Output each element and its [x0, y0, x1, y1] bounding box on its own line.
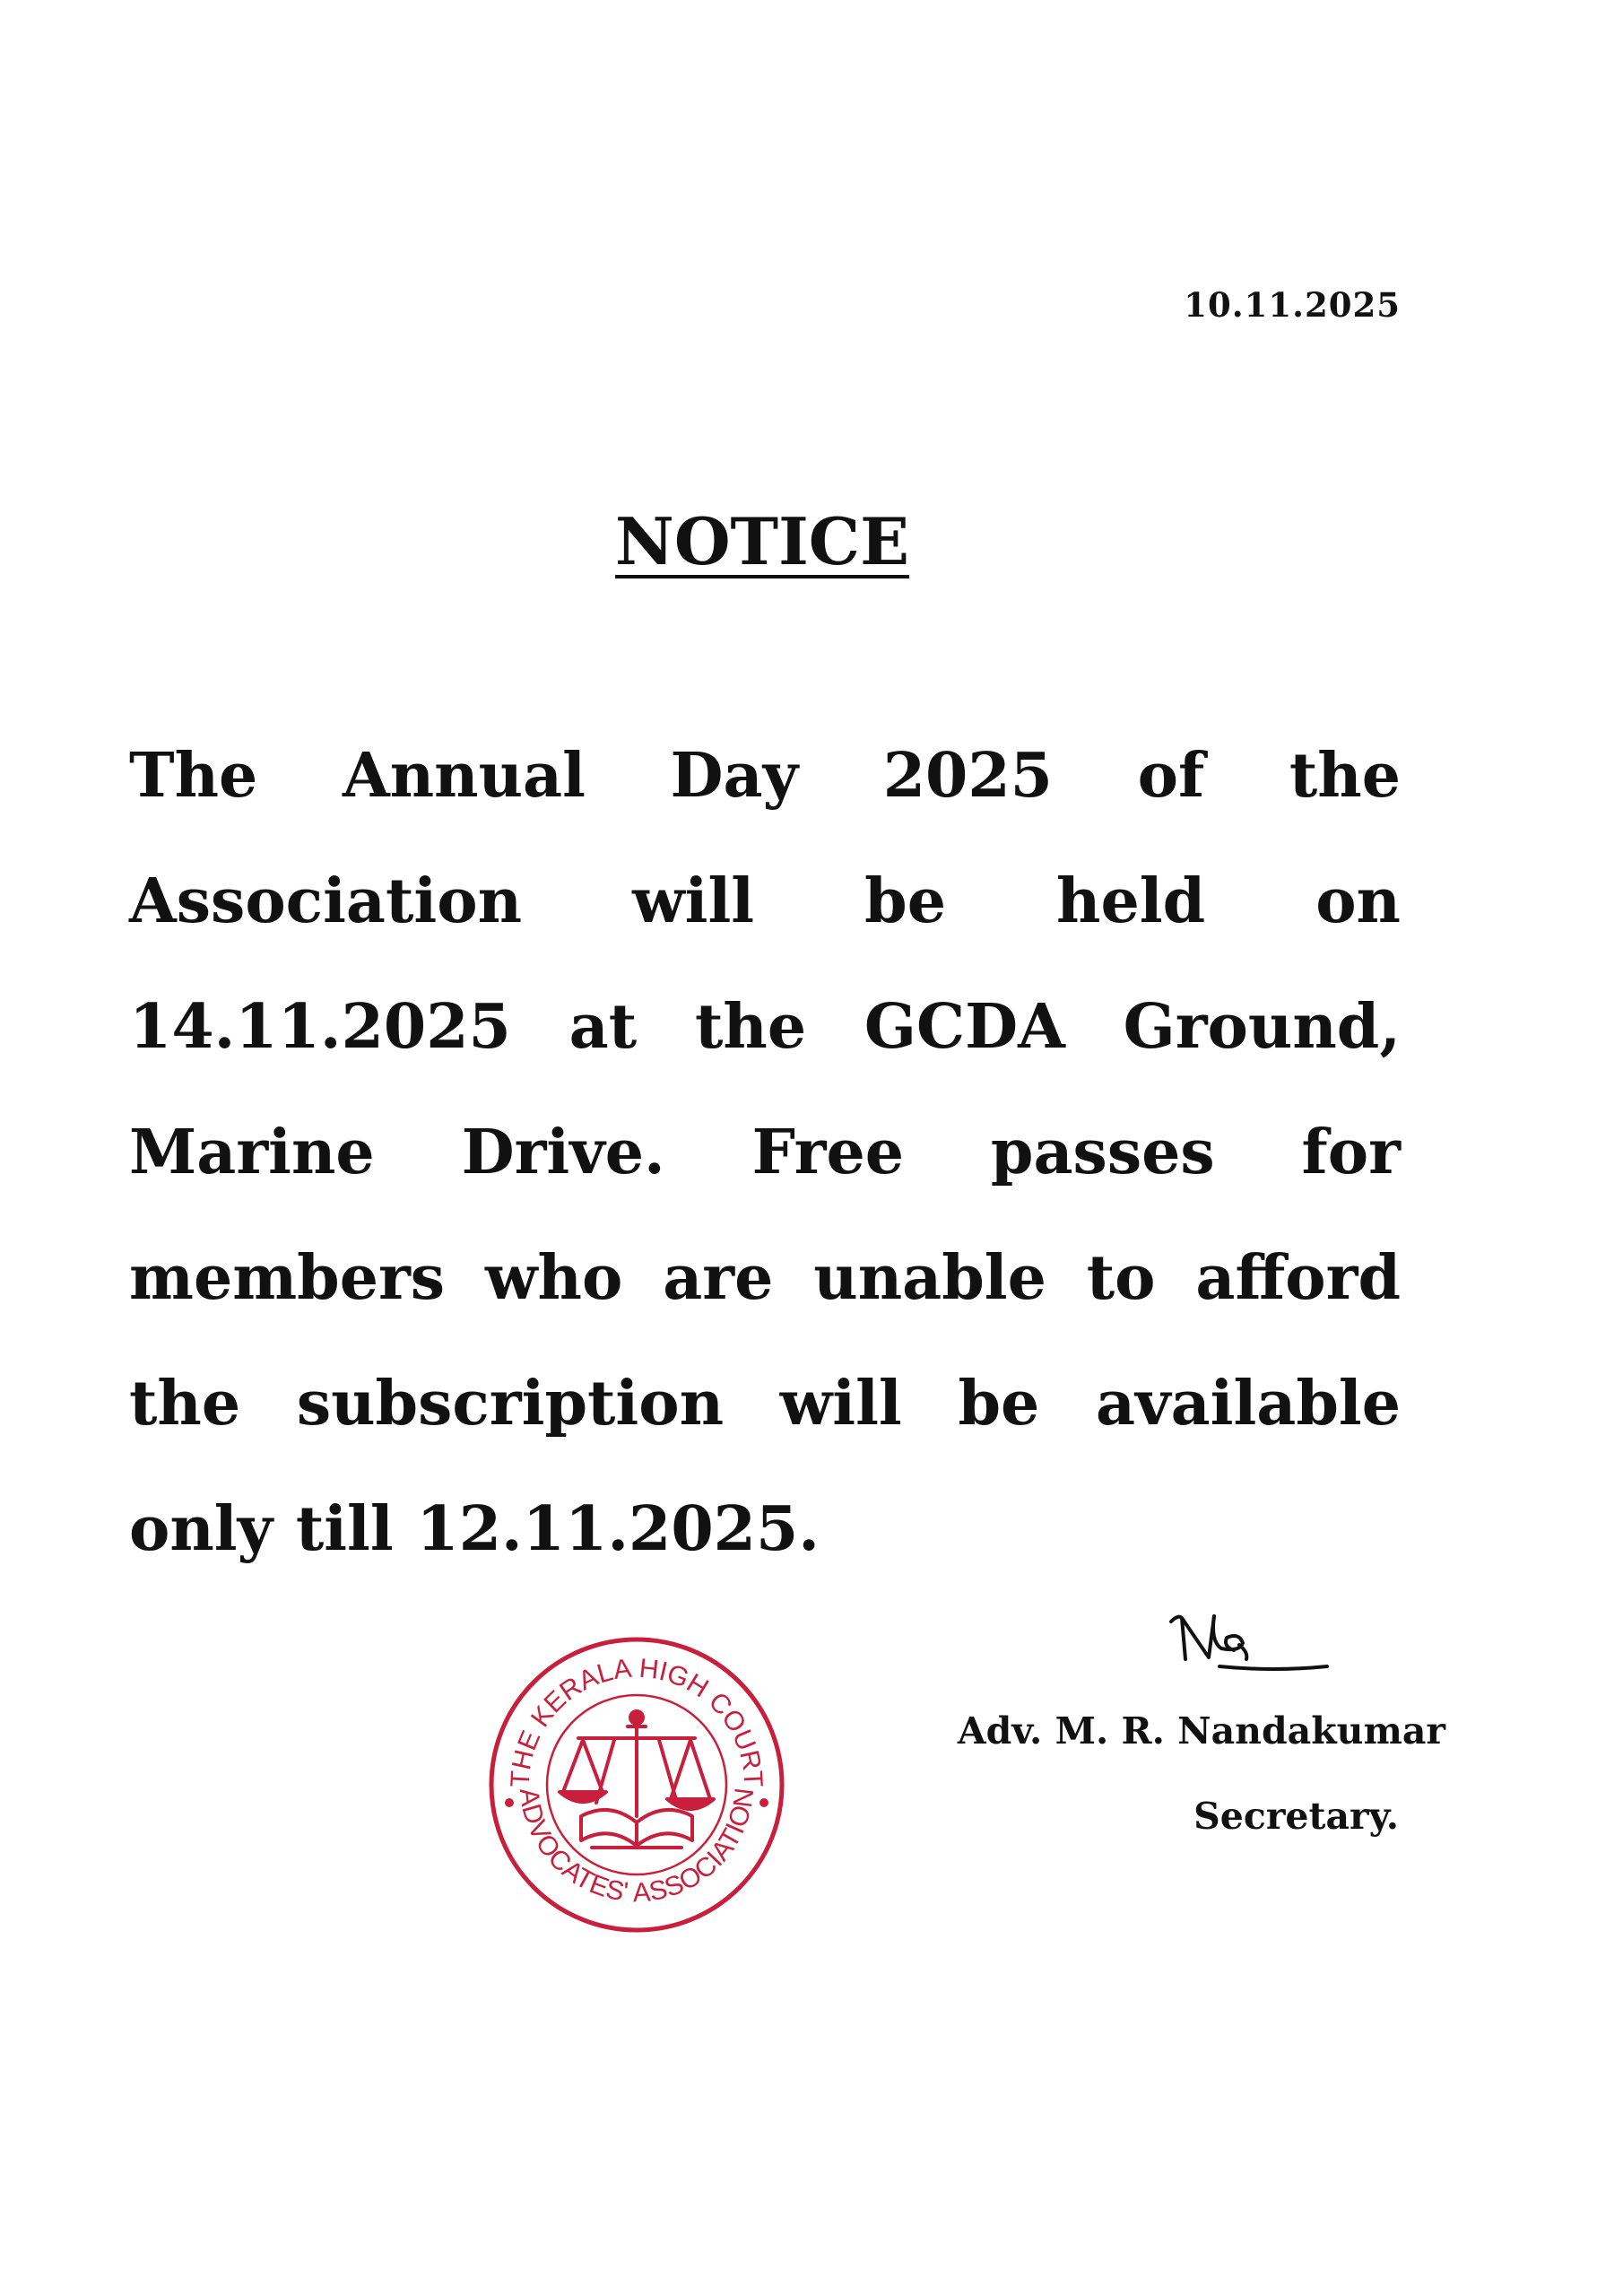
notice-date: 10.11.2025	[1184, 285, 1401, 325]
signatory-designation: Secretary.	[1193, 1795, 1399, 1838]
notice-body: The Annual Day 2025 of the Association will be held on 14.11.2025 at the GCDA Ground, Marine Drive. Free passes for members who are unable to afford the subscription will be available only till 12.11.2025.	[129, 740, 1401, 1565]
signatory-name: Adv. M. R. Nandakumar	[957, 1709, 1445, 1752]
seal-graphic	[484, 1632, 789, 1937]
notice-title: NOTICE	[615, 503, 909, 579]
seal-bottom-text: ADVOCATES' ASSOCIATION	[513, 1786, 760, 1909]
handwritten-signature	[1166, 1605, 1345, 1695]
association-seal-stamp	[484, 1632, 789, 1937]
scales-of-justice-icon	[560, 1711, 714, 1848]
seal-top-text: THE KERALA HIGH COURT	[505, 1653, 768, 1788]
